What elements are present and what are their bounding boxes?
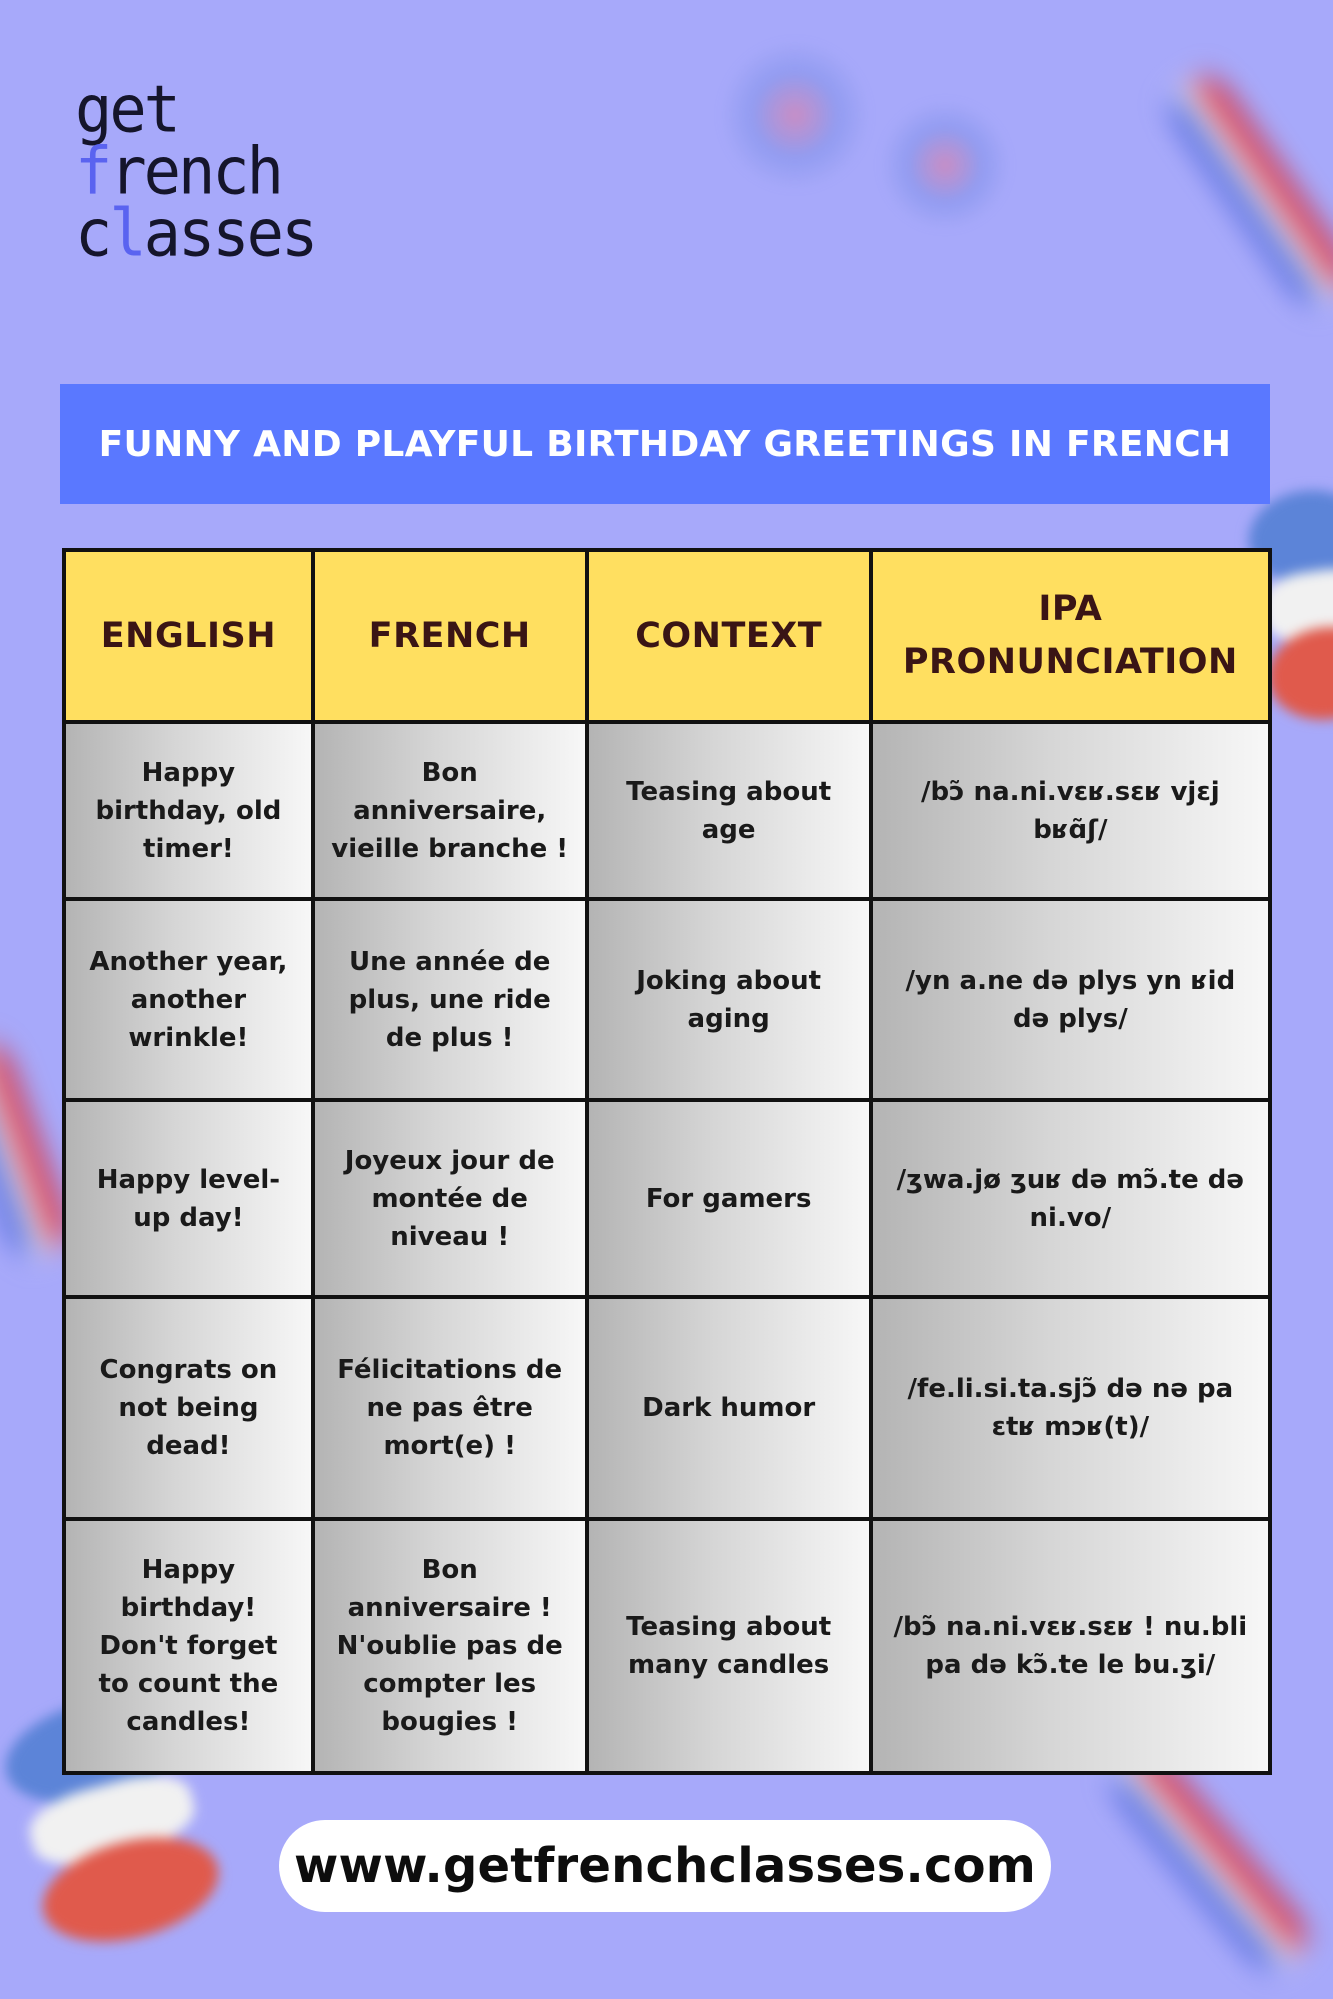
table-row (64, 722, 1270, 899)
logo-line-2: french (75, 132, 281, 210)
greetings-table (62, 548, 1272, 1775)
cell-french: Une année de plus, une ride de plus ! (313, 899, 587, 1100)
cell-english: Congrats on not being dead! (64, 1297, 313, 1519)
title-banner (60, 384, 1270, 504)
website-url[interactable]: www.getfrenchclasses.com (293, 1838, 1036, 1894)
cell-ipa: /yn a.ne də plys yn ʁid də plys/ (871, 899, 1270, 1100)
logo-line-3: classes (75, 194, 316, 272)
cell-english: Another year, another wrinkle! (64, 899, 313, 1100)
cell-ipa: /ʒwa.jø ʒuʁ də mɔ̃.te də ni.vo/ (871, 1100, 1270, 1297)
cell-english: Happy level-up day! (64, 1100, 313, 1297)
table-header-row (64, 550, 1270, 722)
header-french: FRENCH (313, 550, 587, 722)
cell-french: Bon anniversaire, vieille branche ! (313, 722, 587, 899)
cell-context: Teasing about many candles (587, 1519, 871, 1773)
logo-line-1: get (75, 70, 178, 148)
cell-context: Dark humor (587, 1297, 871, 1519)
cell-french: Bon anniversaire ! N'oublie pas de compter les bougies ! (313, 1519, 587, 1773)
cell-ipa: /bɔ̃ na.ni.vɛʁ.sɛʁ vjɛj bʁɑ̃ʃ/ (871, 722, 1270, 899)
cell-ipa: /bɔ̃ na.ni.vɛʁ.sɛʁ ! nu.bli pa də kɔ̃.te le bu.ʒi/ (871, 1519, 1270, 1773)
firework-decoration (880, 100, 1010, 230)
cell-english: Happy birthday! Don't forget to count the candles! (64, 1519, 313, 1773)
cell-ipa: /fe.li.si.ta.sjɔ̃ də nə pa ɛtʁ mɔʁ(t)/ (871, 1297, 1270, 1519)
brand-logo (75, 70, 316, 272)
streamer-decoration (1103, 1741, 1316, 1979)
streamer-decoration (1161, 66, 1333, 313)
header-english: ENGLISH (64, 550, 313, 722)
table-row (64, 1519, 1270, 1773)
cell-context: For gamers (587, 1100, 871, 1297)
table-row (64, 899, 1270, 1100)
cell-english: Happy birthday, old timer! (64, 722, 313, 899)
firework-decoration (720, 40, 870, 190)
page-title: FUNNY AND PLAYFUL BIRTHDAY GREETINGS IN FRENCH (98, 423, 1232, 465)
cell-french: Félicitations de ne pas être mort(e) ! (313, 1297, 587, 1519)
table-row (64, 1100, 1270, 1297)
header-context: CONTEXT (587, 550, 871, 722)
cell-french: Joyeux jour de montée de niveau ! (313, 1100, 587, 1297)
cell-context: Joking about aging (587, 899, 871, 1100)
header-ipa: IPA PRONUNCIATION (871, 550, 1270, 722)
website-url-pill[interactable] (279, 1820, 1051, 1912)
cell-context: Teasing about age (587, 722, 871, 899)
table-row (64, 1297, 1270, 1519)
